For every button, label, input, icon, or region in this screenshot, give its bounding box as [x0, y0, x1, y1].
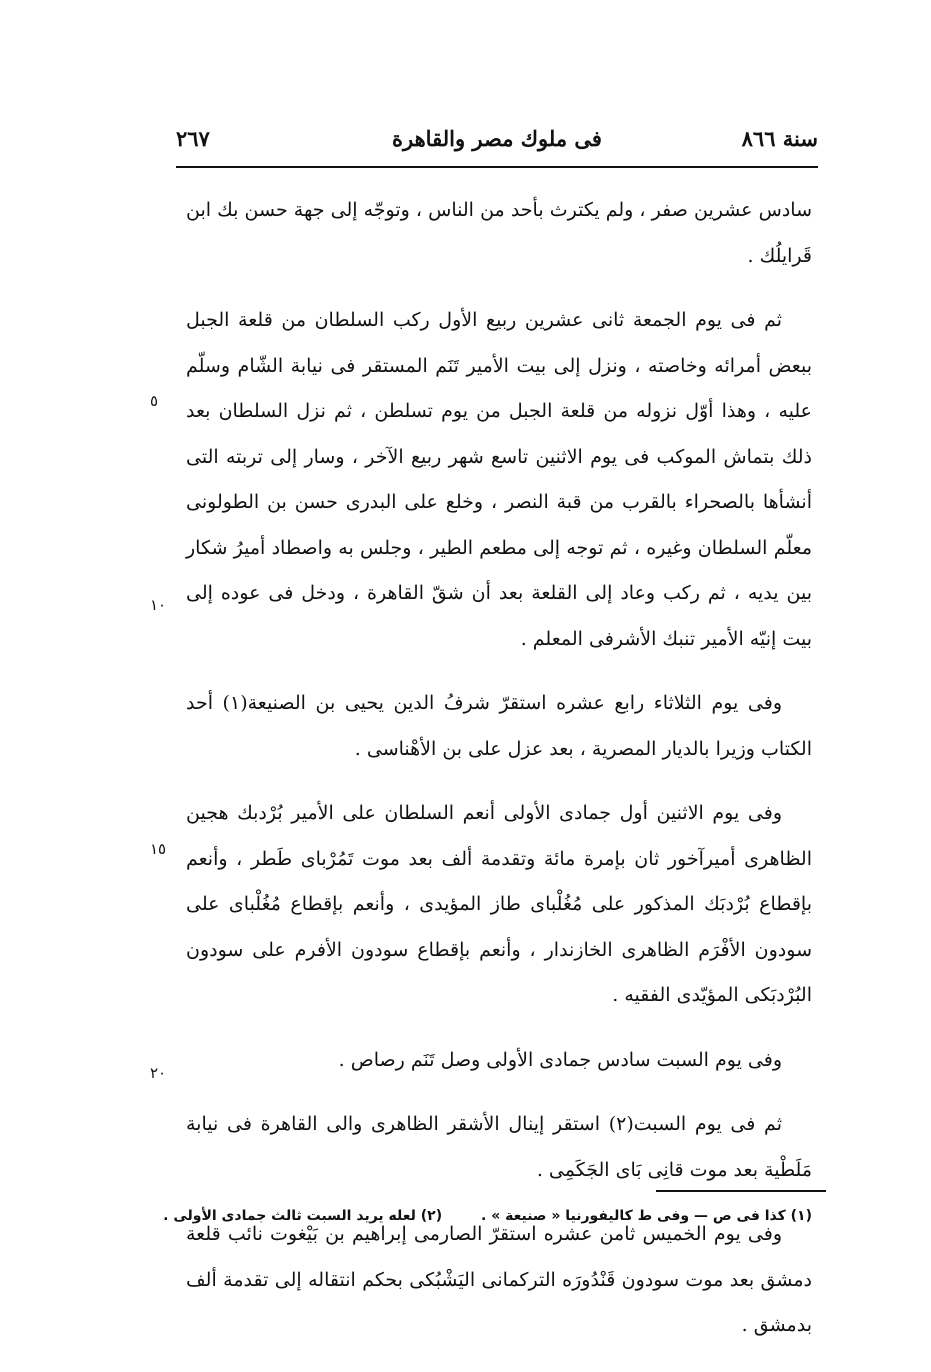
margin-line-number: ٥ [150, 392, 159, 410]
footnotes [163, 1208, 812, 1224]
paragraph-7: وفى يوم الخميس ثامن عشره استقرّ الصارمى إبراهيم بن بَيْغوت نائب قلعة دمشق بعد موت سودون قَنْدُورَه التركمانى اليَشْبُكى بحكم انتقاله إلى تقدمة ألف بدمشق . [186, 1223, 812, 1336]
header-title: فى ملوك مصر والقاهرة [392, 126, 602, 151]
margin-line-number: ١٥ [150, 840, 167, 858]
footnote-2: (٢) لعله يريد السبت ثالث جمادى الأولى . [163, 1208, 443, 1224]
paragraph-3: وفى يوم الثلاثاء رابع عشره استقرّ شرفُ الدين يحيى بن الصنيعة(١) أحد الكتاب وزيرا بالديار المصرية ، بعد عزل على بن الأهْناسى . [186, 692, 812, 760]
page-number: ٢٦٧ [176, 126, 210, 151]
paragraph-5: وفى يوم السبت سادس جمادى الأولى وصل تَنَم رصاص . [338, 1048, 782, 1071]
header-rule [176, 166, 818, 168]
running-header [176, 120, 818, 160]
margin-line-number: ١٠ [150, 596, 167, 614]
paragraph-4: وفى يوم الاثنين أول جمادى الأولى أنعم السلطان على الأمير بُرْدبك هجين الظاهرى أميرآخور ثان بإمرة مائة وتقدمة ألف بعد موت تَمُرْباى طَطر ، وأنعم بإقطاع بُرْدبَك المذكور على مُغُلْباى طاز المؤيدى ، وأنعم بإقطاع مُغُلْباى على سودون الأفْرَم الظاهرى الخازندار ، وأنعم بإقطاع سودون الأفرم على سودون البُرْدبَكى المؤيّدى الفقيه . [186, 802, 812, 1006]
paragraph-2: ثم فى يوم الجمعة ثانى عشرين ربيع الأول ركب السلطان من قلعة الجبل ببعض أمرائه وخاصته ، ونزل إلى بيت الأمير تَنَم المستقر فى نيابة الشّام وسلّم عليه ، وهذا أوّل نزوله من قلعة الجبل من يوم تسلطن ، ثم نزل السلطان بعد ذلك بتماش الموكب فى يوم الاثنين تاسع شهر ربيع الآخر ، وسار إلى تربته التى أنشأها بالصحراء بالقرب من قبة النصر ، وخلع على البدرى حسن بن الطولونى معلّم السلطان وغيره ، ثم توجه إلى مطعم الطير ، وجلس به واصطاد أميرُ شكار بين يديه ، ثم ركب وعاد إلى القلعة بعد أن شقّ القاهرة ، ودخل فى عوده إلى بيت إنيّه الأمير تنبك الأشرفى المعلم . [186, 309, 812, 650]
margin-line-number: ٢٠ [150, 1064, 167, 1082]
footnote-1: (١) كذا فى ص — وفى ط كاليفورنيا « صنيعة » . [481, 1208, 812, 1224]
paragraph-6: ثم فى يوم السبت(٢) استقر إينال الأشقر الظاهرى والى القاهرة فى نيابة مَلَطْية بعد موت قانِى بَاى الجَكَمِى . [186, 1113, 812, 1181]
header-year: سنة ٨٦٦ [741, 126, 818, 151]
footnote-rule [656, 1190, 826, 1192]
paragraph-1: سادس عشرين صفر ، ولم يكترث بأحد من الناس ، وتوجّه إلى جهة حسن بك ابن قَرايلُك . [186, 199, 812, 267]
